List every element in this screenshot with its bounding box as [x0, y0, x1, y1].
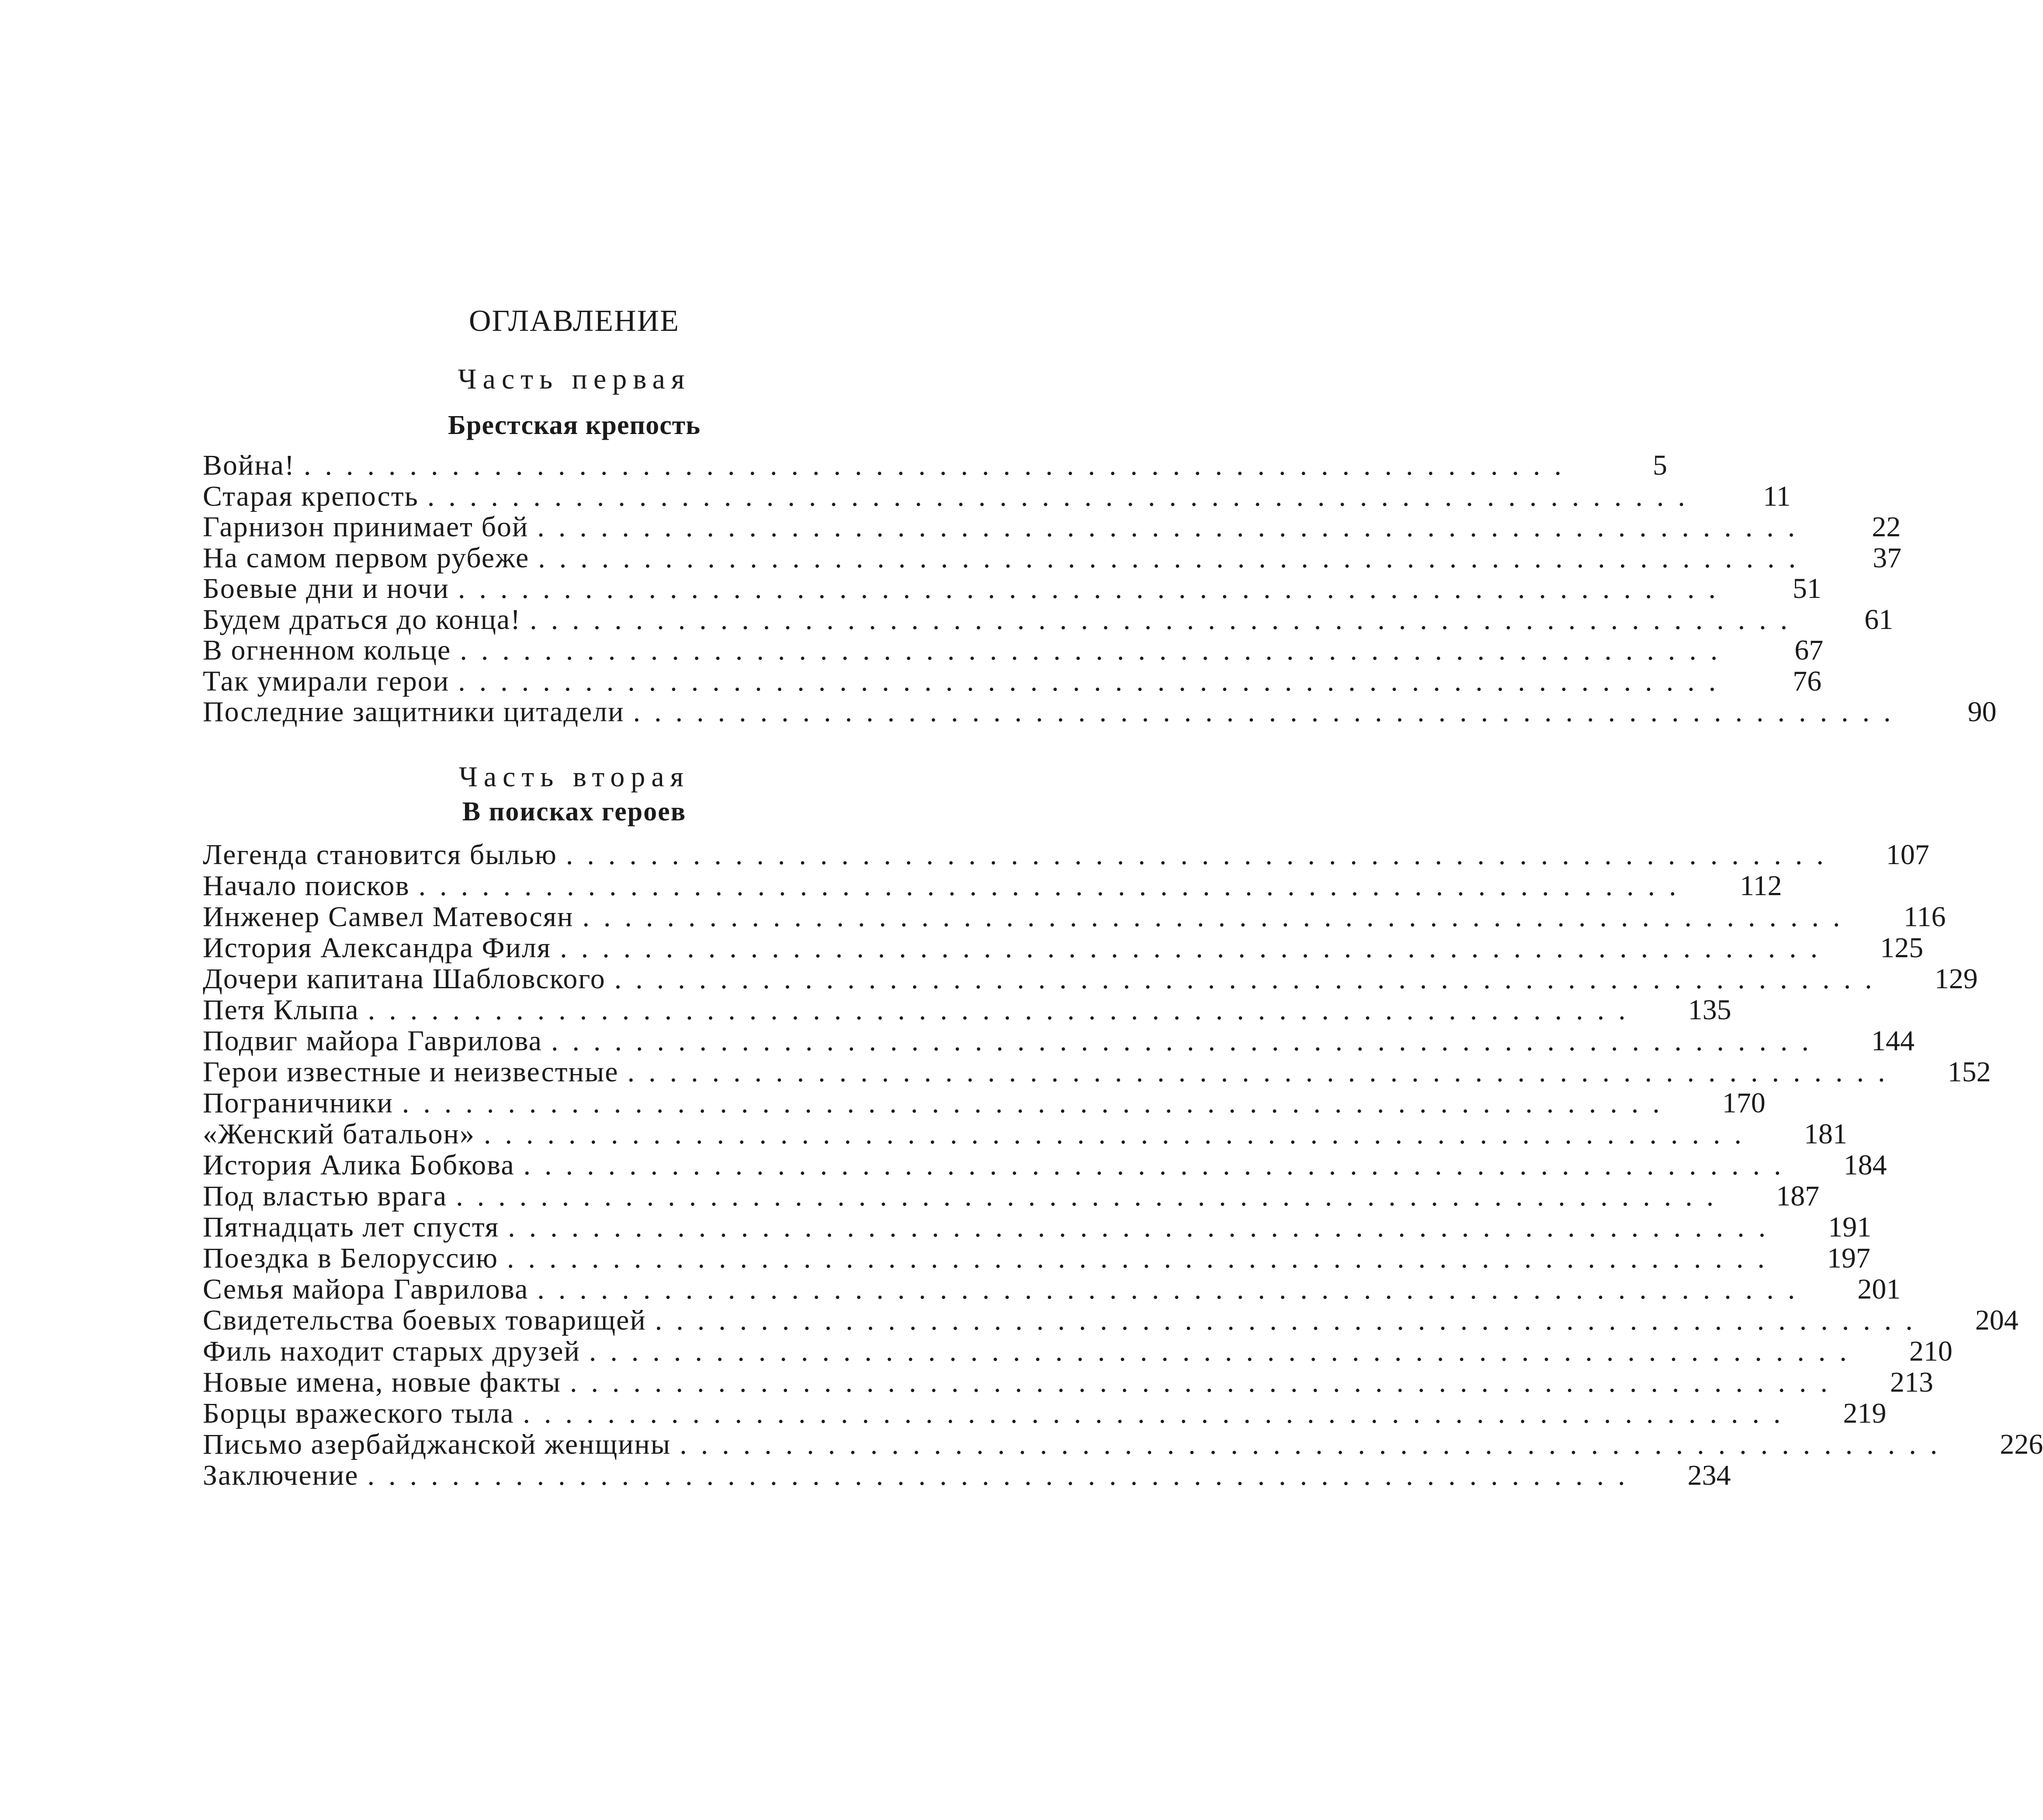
- entry-title: Начало поисков: [203, 870, 410, 902]
- dot-leader: ............................................................: [458, 573, 1730, 604]
- entry-page-number: 184: [1843, 1149, 1887, 1181]
- dot-leader: ............................................................: [565, 839, 1838, 871]
- toc-entry: [203, 1366, 1934, 1398]
- dot-leader: ............................................................: [368, 994, 1640, 1026]
- toc-entry: [203, 932, 1924, 964]
- toc-title: ОГЛАВЛЕНИЕ: [469, 304, 680, 338]
- toc-entry: [203, 1180, 1820, 1212]
- toc-entry: [203, 1149, 1887, 1181]
- part-one-title: Брестская крепость: [447, 410, 701, 440]
- toc-entry: [203, 1335, 1953, 1367]
- entry-title: Герои известные и неизвестные: [203, 1056, 619, 1088]
- dot-leader: ............................................................: [523, 1397, 1795, 1429]
- entry-page-number: 37: [1873, 542, 1902, 574]
- entry-page-number: 170: [1722, 1087, 1766, 1119]
- toc-entry: [203, 839, 1929, 871]
- entry-page-number: 112: [1740, 870, 1782, 902]
- toc-entry: [203, 573, 1821, 604]
- toc-entry: [203, 665, 1822, 697]
- entry-title: Гарнизон принимает бой: [203, 511, 529, 543]
- entry-page-number: 191: [1828, 1211, 1872, 1243]
- entry-page-number: 197: [1827, 1242, 1871, 1274]
- entry-title: Поездка в Белоруссию: [203, 1242, 499, 1274]
- toc-entry: [203, 1087, 1766, 1119]
- entry-page-number: 213: [1890, 1366, 1934, 1398]
- dot-leader: ............................................................: [538, 542, 1810, 574]
- dot-leader: ............................................................: [456, 1180, 1728, 1212]
- toc-entry: [203, 542, 1902, 574]
- entry-title: Новые имена, новые факты: [203, 1366, 562, 1398]
- entry-page-number: 22: [1872, 511, 1901, 543]
- toc-entry: [203, 696, 1997, 728]
- toc-entry: [203, 1211, 1872, 1243]
- entry-page-number: 76: [1793, 665, 1822, 697]
- dot-leader: ............................................................: [523, 1149, 1795, 1181]
- dot-leader: ............................................................: [427, 480, 1699, 512]
- entry-title: Так умирали герои: [203, 665, 450, 697]
- entry-page-number: 116: [1903, 901, 1946, 933]
- dot-leader: ............................................................: [303, 449, 1575, 481]
- entry-title: Будем драться до конца!: [203, 603, 521, 636]
- entry-page-number: 144: [1871, 1025, 1915, 1057]
- dot-leader: ............................................................: [680, 1428, 1952, 1460]
- entry-title: Инженер Самвел Матевосян: [203, 901, 574, 933]
- dot-leader: ............................................................: [418, 870, 1690, 902]
- dot-leader: ............................................................: [633, 696, 1905, 728]
- toc-entry: [203, 1118, 1847, 1150]
- part-one-entries: [203, 449, 1997, 728]
- toc-entry: [203, 480, 1791, 512]
- toc-entry: [203, 994, 1731, 1026]
- entry-title: Последние защитники цитадели: [203, 696, 624, 728]
- entry-page-number: 204: [1975, 1304, 2019, 1336]
- entry-page-number: 5: [1652, 449, 1667, 481]
- toc-entry: [203, 603, 1894, 636]
- entry-page-number: 210: [1909, 1335, 1953, 1367]
- entry-page-number: 90: [1967, 696, 1997, 728]
- entry-page-number: 11: [1763, 480, 1791, 512]
- toc-entry: [203, 449, 1667, 481]
- toc-entry: [203, 870, 1782, 902]
- entry-title: Пограничники: [203, 1087, 393, 1119]
- toc-entry: [203, 1025, 1915, 1057]
- toc-entry: [203, 1397, 1887, 1429]
- dot-leader: ............................................................: [570, 1366, 1842, 1398]
- dot-leader: ............................................................: [458, 665, 1730, 697]
- entry-title: В огненном кольце: [203, 634, 451, 666]
- entry-title: Под властью врага: [203, 1180, 447, 1212]
- entry-title: История Александра Филя: [203, 932, 552, 964]
- dot-leader: ............................................................: [614, 963, 1886, 995]
- entry-page-number: 181: [1804, 1118, 1847, 1150]
- toc-entry: [203, 1273, 1901, 1305]
- dot-leader: ............................................................: [507, 1242, 1779, 1274]
- part-two-entries: [203, 839, 2043, 1491]
- toc-entry: [203, 1428, 2043, 1460]
- part-two-label: Часть вторая: [458, 761, 690, 793]
- entry-page-number: 107: [1886, 839, 1929, 871]
- toc-entry: [203, 1242, 1871, 1274]
- entry-title: Дочери капитана Шабловского: [203, 963, 606, 995]
- entry-title: Боевые дни и ночи: [203, 573, 449, 604]
- entry-page-number: 67: [1794, 634, 1824, 666]
- dot-leader: ............................................................: [402, 1087, 1674, 1119]
- entry-title: Семья майора Гаврилова: [203, 1273, 529, 1305]
- dot-leader: ............................................................: [460, 634, 1732, 666]
- entry-title: Борцы вражеского тыла: [203, 1397, 514, 1429]
- entry-title: Свидетельства боевых товарищей: [203, 1304, 646, 1336]
- dot-leader: ............................................................: [627, 1056, 1899, 1088]
- dot-leader: ............................................................: [589, 1335, 1861, 1367]
- entry-title: Легенда становится былью: [203, 839, 557, 871]
- entry-title: Старая крепость: [203, 480, 419, 512]
- toc-entry: [203, 634, 1824, 666]
- toc-entry: [203, 1304, 2019, 1336]
- entry-page-number: 129: [1934, 963, 1978, 995]
- entry-page-number: 219: [1843, 1397, 1887, 1429]
- entry-title: Петя Клыпа: [203, 994, 359, 1026]
- dot-leader: ............................................................: [560, 932, 1832, 964]
- entry-title: Письмо азербайджанской женщины: [203, 1428, 671, 1460]
- dot-leader: ............................................................: [537, 1273, 1809, 1305]
- entry-page-number: 51: [1792, 573, 1821, 604]
- entry-page-number: 234: [1687, 1459, 1731, 1491]
- entry-title: Пятнадцать лет спустя: [203, 1211, 499, 1243]
- dot-leader: ............................................................: [367, 1459, 1639, 1491]
- entry-page-number: 187: [1776, 1180, 1820, 1212]
- entry-page-number: 135: [1688, 994, 1731, 1026]
- entry-page-number: 125: [1880, 932, 1924, 964]
- toc-entry: [203, 963, 1978, 995]
- part-one-label: Часть первая: [458, 363, 691, 395]
- entry-title: Подвиг майора Гаврилова: [203, 1025, 542, 1057]
- entry-page-number: 201: [1857, 1273, 1901, 1305]
- entry-title: На самом первом рубеже: [203, 542, 530, 574]
- entry-page-number: 152: [1947, 1056, 1991, 1088]
- entry-page-number: 226: [2000, 1428, 2043, 1460]
- dot-leader: ............................................................: [508, 1211, 1780, 1243]
- toc-entry: [203, 901, 1946, 933]
- dot-leader: ............................................................: [655, 1304, 1927, 1336]
- toc-entry: [203, 1056, 1991, 1088]
- part-two-title: В поисках героев: [462, 797, 687, 827]
- entry-title: «Женский батальон»: [203, 1118, 475, 1150]
- toc-entry: [203, 1459, 1731, 1491]
- entry-title: История Алика Бобкова: [203, 1149, 515, 1181]
- entry-title: Война!: [203, 449, 295, 481]
- entry-title: Филь находит старых друзей: [203, 1335, 580, 1367]
- dot-leader: ............................................................: [530, 603, 1802, 636]
- dot-leader: ............................................................: [537, 511, 1809, 543]
- dot-leader: ............................................................: [483, 1118, 1755, 1150]
- entry-page-number: 61: [1864, 603, 1894, 636]
- dot-leader: ............................................................: [582, 901, 1854, 933]
- toc-entry: [203, 511, 1901, 543]
- dot-leader: ............................................................: [551, 1025, 1823, 1057]
- entry-title: Заключение: [203, 1459, 359, 1491]
